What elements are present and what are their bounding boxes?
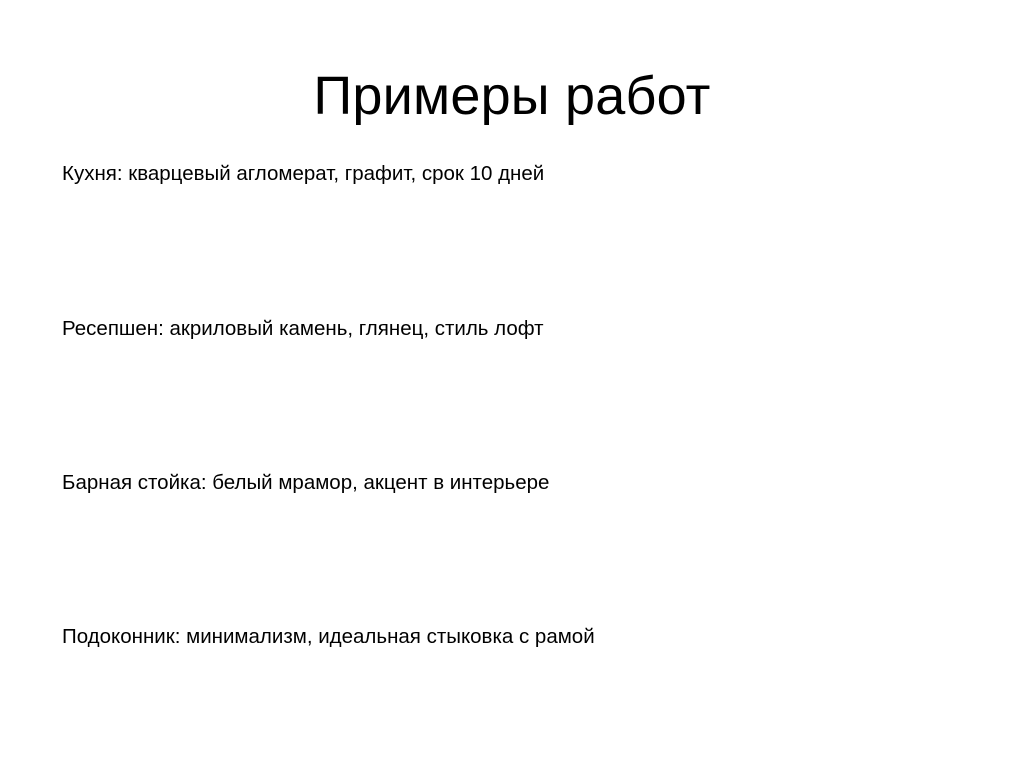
work-example-kitchen: Кухня: кварцевый агломерат, графит, срок 10 дней: [62, 162, 545, 185]
work-example-windowsill: Подоконник: минимализм, идеальная стыковка с рамой: [62, 625, 595, 648]
work-example-bar-counter: Барная стойка: белый мрамор, акцент в интерьере: [62, 471, 550, 494]
slide-title: Примеры работ: [313, 66, 711, 126]
work-example-reception: Ресепшен: акриловый камень, глянец, стиль лофт: [62, 317, 544, 340]
